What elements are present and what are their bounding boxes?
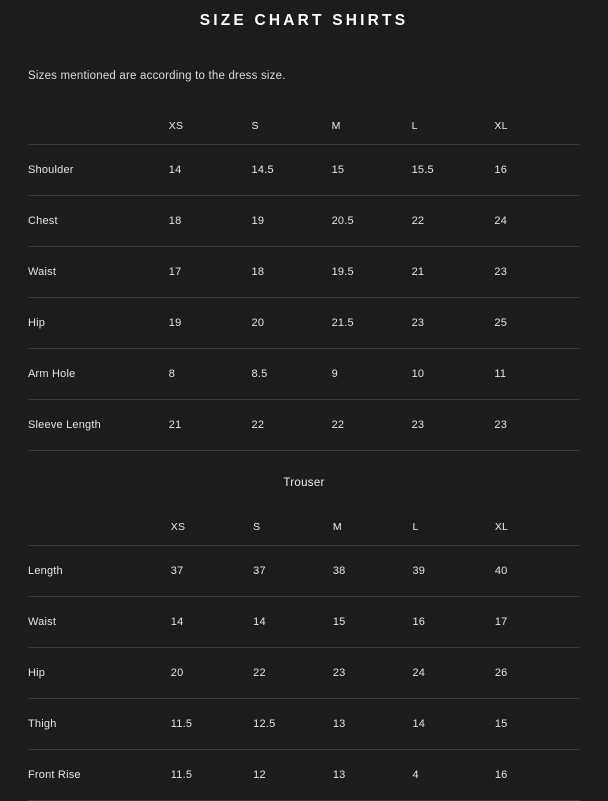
cell-l: 39	[412, 546, 494, 597]
cell-l: 4	[412, 750, 494, 801]
cell-l: 14	[412, 699, 494, 750]
row-label: Waist	[28, 597, 171, 648]
column-header-l: L	[412, 108, 495, 145]
row-label: Sleeve Length	[28, 400, 169, 451]
cell-l: 16	[412, 597, 494, 648]
cell-m: 13	[333, 699, 413, 750]
cell-xl: 40	[495, 546, 580, 597]
cell-s: 14	[253, 597, 333, 648]
cell-l: 15.5	[412, 145, 495, 196]
cell-xs: 11.5	[171, 750, 253, 801]
trouser-section-heading: Trouser	[283, 477, 325, 489]
size-note: Sizes mentioned are according to the dress size.	[28, 70, 286, 82]
cell-xs: 8	[169, 349, 252, 400]
table-row	[28, 546, 580, 597]
cell-m: 15	[333, 597, 413, 648]
cell-xl: 25	[494, 298, 580, 349]
row-label: Thigh	[28, 699, 171, 750]
column-header-measurement	[28, 108, 169, 145]
row-label: Arm Hole	[28, 349, 169, 400]
row-label: Chest	[28, 196, 169, 247]
cell-m: 23	[333, 648, 413, 699]
cell-xs: 21	[169, 400, 252, 451]
table-row	[28, 247, 580, 298]
cell-s: 12.5	[253, 699, 333, 750]
cell-xs: 14	[169, 145, 252, 196]
cell-xs: 17	[169, 247, 252, 298]
cell-xl: 15	[495, 699, 580, 750]
cell-xs: 20	[171, 648, 253, 699]
table-row	[28, 597, 580, 648]
trouser-table-head	[28, 509, 580, 546]
cell-s: 12	[253, 750, 333, 801]
cell-m: 13	[333, 750, 413, 801]
cell-xl: 26	[495, 648, 580, 699]
cell-m: 22	[332, 400, 412, 451]
row-label: Front Rise	[28, 750, 171, 801]
table-row	[28, 145, 580, 196]
column-header-s: S	[252, 108, 332, 145]
table-row	[28, 400, 580, 451]
cell-m: 20.5	[332, 196, 412, 247]
cell-s: 22	[253, 648, 333, 699]
cell-m: 19.5	[332, 247, 412, 298]
cell-m: 38	[333, 546, 413, 597]
cell-xs: 19	[169, 298, 252, 349]
table-row	[28, 349, 580, 400]
cell-s: 20	[252, 298, 332, 349]
cell-xs: 37	[171, 546, 253, 597]
cell-xs: 14	[171, 597, 253, 648]
table-row	[28, 196, 580, 247]
cell-m: 9	[332, 349, 412, 400]
cell-s: 37	[253, 546, 333, 597]
row-label: Shoulder	[28, 145, 169, 196]
trouser-table-body	[28, 546, 580, 801]
cell-xl: 17	[495, 597, 580, 648]
shirts-table-body	[28, 145, 580, 451]
column-header-xs: XS	[169, 108, 252, 145]
cell-s: 18	[252, 247, 332, 298]
cell-xl: 23	[494, 247, 580, 298]
table-row	[28, 750, 580, 801]
column-header-xl: XL	[494, 108, 580, 145]
row-label: Length	[28, 546, 171, 597]
cell-s: 22	[252, 400, 332, 451]
row-label: Waist	[28, 247, 169, 298]
cell-xl: 24	[494, 196, 580, 247]
cell-s: 8.5	[252, 349, 332, 400]
cell-l: 23	[412, 400, 495, 451]
column-header-s: S	[253, 509, 333, 546]
column-header-l: L	[412, 509, 494, 546]
cell-xl: 16	[495, 750, 580, 801]
cell-l: 23	[412, 298, 495, 349]
row-label: Hip	[28, 648, 171, 699]
cell-l: 24	[412, 648, 494, 699]
page-title: SIZE CHART SHIRTS	[199, 12, 409, 29]
table-row	[28, 648, 580, 699]
column-header-m: M	[332, 108, 412, 145]
cell-xs: 18	[169, 196, 252, 247]
column-header-xl: XL	[495, 509, 580, 546]
cell-xl: 11	[494, 349, 580, 400]
column-header-m: M	[333, 509, 413, 546]
cell-s: 19	[252, 196, 332, 247]
cell-l: 10	[412, 349, 495, 400]
column-header-xs: XS	[171, 509, 253, 546]
trouser-size-table	[28, 509, 580, 801]
column-header-measurement	[28, 509, 171, 546]
shirts-table-head	[28, 108, 580, 145]
table-header-row	[28, 108, 580, 145]
cell-xl: 16	[494, 145, 580, 196]
cell-xs: 11.5	[171, 699, 253, 750]
cell-m: 21.5	[332, 298, 412, 349]
shirts-size-table	[28, 108, 580, 451]
row-label: Hip	[28, 298, 169, 349]
table-header-row	[28, 509, 580, 546]
cell-s: 14.5	[252, 145, 332, 196]
cell-l: 21	[412, 247, 495, 298]
cell-xl: 23	[494, 400, 580, 451]
cell-l: 22	[412, 196, 495, 247]
table-row	[28, 298, 580, 349]
cell-m: 15	[332, 145, 412, 196]
table-row	[28, 699, 580, 750]
